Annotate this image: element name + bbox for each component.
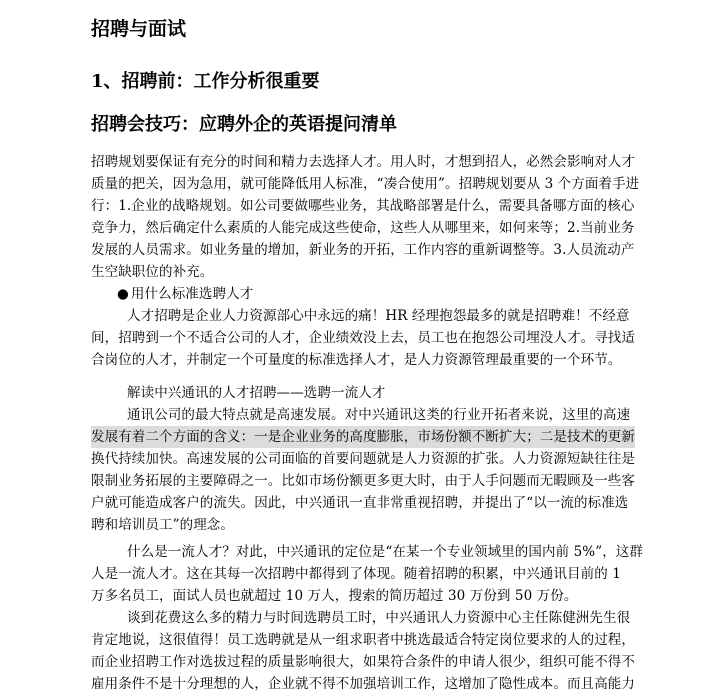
paragraph-line: 行：1.企业的战略规划。如公司要做哪些业务，其战略部署是什么，需要具备哪方面的核心 (91, 198, 635, 214)
paragraph-line: 质量的把关，因为急用，就可能降低用人标准，“凑合使用”。招聘规划要从 3 个方面着手进 (91, 176, 640, 192)
bullet-item (117, 283, 253, 305)
paragraph-line: 发展的人员需求。如业务量的增加，新业务的开拓，工作内容的重新调整等。3.人员流动产 (91, 242, 635, 258)
paragraph-line: 限制业务拓展的主要障碍之一。比如市场份额更多更大时，由于人手问题而无暇顾及一些客 (91, 473, 635, 489)
paragraph-line: 雇用条件不是十分理想的人，企业就不得不加强培训工作，这增加了隐性成本。而且高能力 (91, 676, 635, 692)
bullet-icon: ● (117, 286, 129, 302)
bullet-text: 用什么标准选聘人才 (130, 286, 254, 302)
paragraph-line: 生空缺职位的补充。 (91, 264, 214, 280)
paragraph-line: 换代持续加快。高速发展的公司面临的首要问题就是人力资源的扩张。人力资源短缺往往是 (91, 451, 635, 467)
paragraph-line: 间，招聘到一个不适合公司的人才，企业绩效没上去，员工也在抱怨公司埋没人才。寻找适 (91, 330, 635, 346)
paragraph-line: 户就可能造成客户的流失。因此，中兴通讯一直非常重视招聘，并提出了“以一流的标准选 (91, 495, 629, 511)
page-title: 招聘与面试 (91, 18, 187, 40)
paragraph-line: 竞争力，然后确定什么素质的人能完成这些使命，这些人从哪里来，如何来等；2.当前业务 (91, 220, 635, 236)
paragraph-subtitle: 解读中兴通讯的人才招聘——选聘一流人才 (127, 385, 386, 401)
paragraph-line: 人才招聘是企业人力资源部心中永远的痛！HR 经理抱怨最多的就是招聘难！不经意 (127, 308, 630, 324)
paragraph-line: 通讯公司的最大特点就是高速发展。对中兴通讯这类的行业开拓者来说，这里的高速 (127, 407, 631, 423)
paragraph-line: 肯定地说，这很值得！员工选聘就是从一组求职者中挑选最适合特定岗位要求的人的过程， (91, 632, 635, 648)
paragraph-line: 什么是一流人才？对此，中兴通讯的定位是“在某一个专业领域里的国内前 5%”，这群 (127, 544, 644, 560)
section-heading: 1、招聘前：工作分析很重要 (91, 71, 320, 92)
paragraph-line: 人是一流人才。这在其每一次招聘中都得到了体现。随着招聘的积累，中兴通讯目前的 1 (91, 566, 621, 582)
paragraph-line: 聘和培训员工”的理念。 (91, 517, 235, 533)
paragraph-line: 招聘规划要保证有充分的时间和精力去选择人才。用人时，才想到招人，必然会影响对人才 (91, 154, 635, 170)
subheading: 招聘会技巧：应聘外企的英语提问清单 (91, 114, 397, 135)
highlighted-line: 发展有着二个方面的含义：一是企业业务的高度膨胀，市场份额不断扩大；二是技术的更新 (91, 426, 635, 448)
paragraph-line: 谈到花费这么多的精力与时间选聘员工时，中兴通讯人力资源中心主任陈健洲先生很 (127, 610, 631, 626)
paragraph-line: 万多名员工，面试人员也就超过 10 万人，搜索的简历超过 30 万份到 50 万份。 (91, 588, 578, 604)
paragraph-line: 而企业招聘工作对选拔过程的质量影响很大，如果符合条件的申请人很少，组织可能不得不 (91, 654, 635, 670)
paragraph-line: 合岗位的人才，并制定一个可量度的标准选择人才，是人力资源管理最重要的一个环节。 (91, 352, 622, 368)
